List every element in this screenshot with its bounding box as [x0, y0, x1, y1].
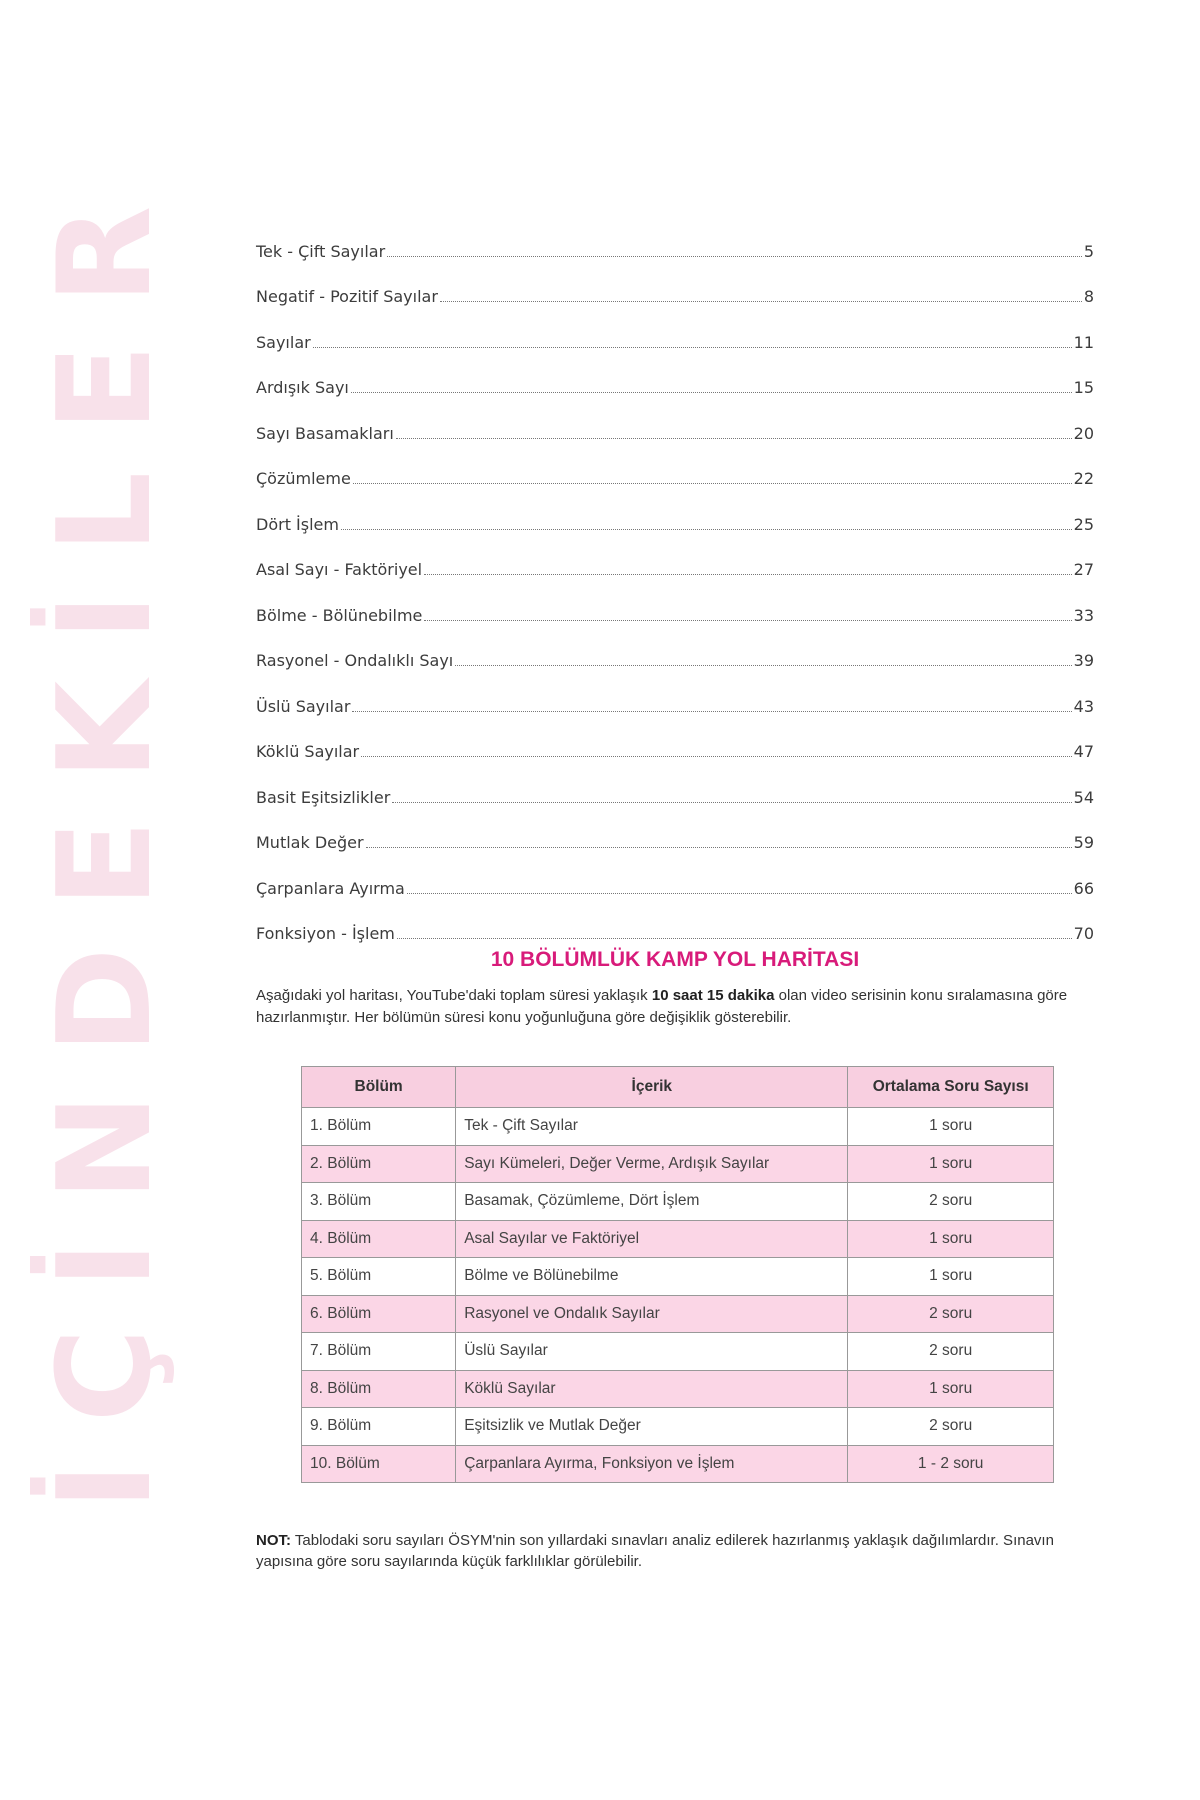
cell-question-count: 2 soru	[848, 1183, 1054, 1221]
cell-section: 8. Bölüm	[302, 1370, 456, 1408]
cell-content: Sayı Kümeleri, Değer Verme, Ardışık Sayılar	[456, 1145, 848, 1183]
toc-entry-title: Tek - Çift Sayılar	[256, 241, 386, 261]
roadmap-table	[301, 1066, 1054, 1483]
toc-entry-title: Çarpanlara Ayırma	[256, 878, 405, 898]
roadmap-title: 10 BÖLÜMLÜK KAMP YOL HARİTASI	[490, 948, 860, 971]
roadmap-intro	[256, 985, 1101, 1029]
header-question-count: Ortalama Soru Sayısı	[848, 1067, 1054, 1108]
toc-entry-page: 11	[1073, 332, 1094, 352]
cell-content: Köklü Sayılar	[456, 1370, 848, 1408]
toc-entry-page: 22	[1073, 469, 1094, 488]
cell-question-count: 1 soru	[848, 1145, 1054, 1183]
toc-leader-dots	[387, 256, 1082, 257]
note-text: Tablodaki soru sayıları ÖSYM'nin son yıllardaki sınavları analiz edilerek hazırlanmış yaklaşık dağılımlardır. Sınavın yapısına göre soru sayılarında küçük farklılıklar görülebilir.	[256, 1532, 1054, 1570]
cell-content: Üslü Sayılar	[456, 1333, 848, 1371]
table-row	[302, 1295, 1054, 1333]
toc-leader-dots	[455, 665, 1071, 666]
table-row	[302, 1445, 1054, 1483]
toc-entry[interactable]	[256, 852, 1094, 898]
intro-text-end: olan video serisinin konu sıralamasına göre hazırlanmıştır. Her bölümün süresi konu yoğunluğuna göre değişiklik gösterebilir.	[256, 987, 1068, 1026]
toc-entry[interactable]	[256, 215, 1094, 261]
intro-duration: 10 saat 15 dakika	[651, 987, 775, 1004]
cell-section: 5. Bölüm	[302, 1258, 456, 1296]
toc-entry-title: Basit Eşitsizlikler	[256, 787, 391, 807]
toc-leader-dots	[396, 438, 1072, 439]
cell-question-count: 2 soru	[848, 1295, 1054, 1333]
toc-entry-page: 59	[1073, 833, 1094, 852]
toc-entry[interactable]	[256, 306, 1094, 352]
cell-question-count: 1 soru	[848, 1108, 1054, 1146]
toc-entry-title: Rasyonel - Ondalıklı Sayı	[256, 651, 454, 670]
toc-leader-dots	[407, 893, 1072, 894]
toc-entry-title: Sayı Basamakları	[256, 423, 394, 443]
table-row	[302, 1333, 1054, 1371]
toc-leader-dots	[424, 620, 1071, 621]
toc-entry-page: 20	[1073, 423, 1094, 443]
toc-entry[interactable]	[256, 352, 1094, 398]
toc-entry-page: 70	[1073, 924, 1094, 943]
toc-leader-dots	[353, 483, 1072, 484]
toc-entry-page: 15	[1073, 378, 1094, 397]
cell-question-count: 1 soru	[848, 1258, 1054, 1296]
toc-entry[interactable]	[256, 807, 1094, 853]
toc-entry-title: Köklü Sayılar	[256, 742, 360, 761]
cell-content: Asal Sayılar ve Faktöriyel	[456, 1220, 848, 1258]
toc-entry-page: 66	[1073, 878, 1094, 898]
cell-question-count: 2 soru	[848, 1333, 1054, 1371]
toc-entry[interactable]	[256, 488, 1094, 534]
cell-section: 3. Bölüm	[302, 1183, 456, 1221]
table-row	[302, 1108, 1054, 1146]
toc-entry-title: Dört İşlem	[256, 514, 339, 534]
table-header-row	[302, 1067, 1054, 1108]
toc-entry[interactable]	[256, 443, 1094, 489]
toc-entry[interactable]	[256, 761, 1094, 807]
toc-entry[interactable]	[256, 670, 1094, 716]
toc-entry-page: 27	[1073, 560, 1094, 579]
cell-content: Eşitsizlik ve Mutlak Değer	[456, 1408, 848, 1446]
cell-question-count: 1 - 2 soru	[848, 1445, 1054, 1483]
toc-entry[interactable]	[256, 716, 1094, 762]
toc-entry-title: Üslü Sayılar	[256, 696, 351, 716]
cell-content: Tek - Çift Sayılar	[456, 1108, 848, 1146]
toc-entry-page: 8	[1083, 287, 1094, 306]
toc-entry[interactable]	[256, 261, 1094, 307]
cell-section: 6. Bölüm	[302, 1295, 456, 1333]
toc-entry[interactable]	[256, 534, 1094, 580]
table-row	[302, 1183, 1054, 1221]
toc-entry-page: 33	[1073, 605, 1094, 625]
toc-leader-dots	[397, 938, 1072, 939]
toc-entry-page: 25	[1073, 514, 1094, 534]
toc-entry-title: Çözümleme	[256, 469, 351, 488]
header-content: İçerik	[456, 1067, 848, 1108]
toc-entry-page: 54	[1073, 787, 1094, 807]
cell-section: 4. Bölüm	[302, 1220, 456, 1258]
toc-leader-dots	[361, 756, 1072, 757]
intro-text-start: Aşağıdaki yol haritası, YouTube'daki toplam süresi yaklaşık	[256, 987, 652, 1004]
toc-entry[interactable]	[256, 625, 1094, 671]
toc-leader-dots	[440, 301, 1082, 302]
cell-content: Çarpanlara Ayırma, Fonksiyon ve İşlem	[456, 1445, 848, 1483]
toc-entry-title: Asal Sayı - Faktöriyel	[256, 560, 423, 579]
table-row	[302, 1408, 1054, 1446]
toc-entry-title: Fonksiyon - İşlem	[256, 924, 395, 943]
toc-entry-page: 39	[1073, 651, 1094, 670]
cell-section: 2. Bölüm	[302, 1145, 456, 1183]
toc-leader-dots	[341, 529, 1072, 530]
cell-question-count: 2 soru	[848, 1408, 1054, 1446]
side-title: İÇİNDEKİLER	[31, 165, 180, 1510]
toc-leader-dots	[351, 392, 1072, 393]
toc-entry[interactable]	[256, 898, 1094, 944]
toc-entry-title: Bölme - Bölünebilme	[256, 605, 423, 625]
cell-section: 9. Bölüm	[302, 1408, 456, 1446]
cell-content: Basamak, Çözümleme, Dört İşlem	[456, 1183, 848, 1221]
toc-leader-dots	[352, 711, 1071, 712]
toc-entry[interactable]	[256, 579, 1094, 625]
table-row	[302, 1145, 1054, 1183]
toc-leader-dots	[392, 802, 1071, 803]
cell-question-count: 1 soru	[848, 1370, 1054, 1408]
toc-entry-title: Mutlak Değer	[256, 833, 364, 852]
header-section: Bölüm	[302, 1067, 456, 1108]
toc-entry-title: Sayılar	[256, 332, 311, 352]
note-label: NOT:	[256, 1532, 291, 1549]
table-row	[302, 1220, 1054, 1258]
toc-entry[interactable]	[256, 397, 1094, 443]
toc-entry-page: 43	[1073, 696, 1094, 716]
cell-section: 7. Bölüm	[302, 1333, 456, 1371]
table-row	[302, 1370, 1054, 1408]
toc-entry-title: Ardışık Sayı	[256, 378, 349, 397]
table-of-contents	[256, 215, 1094, 943]
cell-section: 1. Bölüm	[302, 1108, 456, 1146]
cell-question-count: 1 soru	[848, 1220, 1054, 1258]
footnote	[256, 1530, 1101, 1572]
toc-leader-dots	[313, 347, 1072, 348]
table-row	[302, 1258, 1054, 1296]
toc-entry-page: 47	[1073, 742, 1094, 761]
toc-leader-dots	[424, 574, 1072, 575]
toc-entry-title: Negatif - Pozitif Sayılar	[256, 287, 438, 306]
toc-entry-page: 5	[1083, 241, 1094, 261]
cell-content: Bölme ve Bölünebilme	[456, 1258, 848, 1296]
cell-content: Rasyonel ve Ondalık Sayılar	[456, 1295, 848, 1333]
cell-section: 10. Bölüm	[302, 1445, 456, 1483]
toc-leader-dots	[366, 847, 1072, 848]
